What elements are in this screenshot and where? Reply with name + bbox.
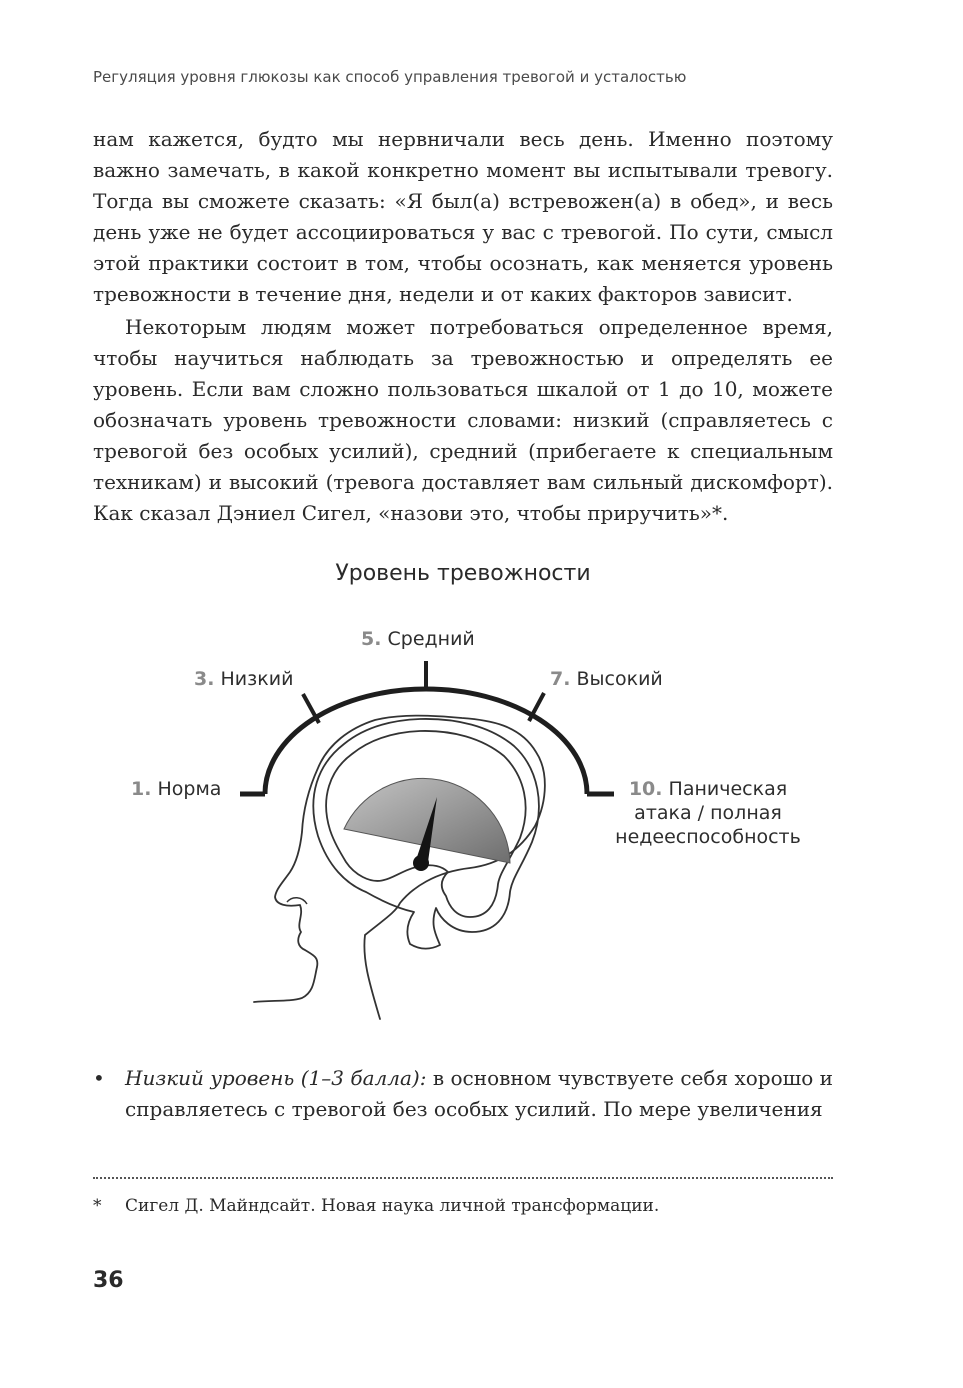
scale-label-1 [131, 778, 221, 800]
scale-label-5 [361, 628, 475, 650]
scale-label-5-text: Средний [387, 628, 475, 650]
scale-label-7-number: 7. [550, 668, 571, 690]
running-head: Регуляция уровня глюкозы как способ управления тревогой и усталостью [93, 68, 687, 86]
scale-label-7 [550, 668, 663, 690]
scale-label-7-text: Высокий [576, 668, 663, 690]
footnote-text: Сигел Д. Майндсайт. Новая наука личной трансформации. [125, 1196, 660, 1216]
bullet-item [93, 1063, 833, 1125]
scale-label-10 [608, 777, 808, 849]
figure-title: Уровень тревожности [335, 561, 591, 586]
bullet-text [125, 1063, 833, 1125]
scale-label-3-text: Низкий [220, 668, 294, 690]
scale-label-10-text3: недееспособность [615, 826, 801, 848]
footnote-divider [93, 1177, 833, 1179]
paragraph-2-text: Некоторым людям может потребоваться определенное время, чтобы научиться наблюдать за тревожностью и определять ее уровень. Если вам сложно пользоваться шкалой от 1 до 10, можете обозначать уровень тревожности словами: низкий (справляетесь с тревогой без особых усилий), средний (прибегаете к специальным техникам) и высокий (тревога доставляет вам сильный дискомфорт). Как сказал Дэниел Сигел, «назови это, чтобы приручить»*. [93, 315, 833, 525]
page-number: 36 [93, 1268, 124, 1293]
gauge-needle-hub [413, 855, 429, 871]
bullet-italic-lead: Низкий уровень (1–3 балла): [125, 1066, 427, 1090]
scale-label-5-number: 5. [361, 628, 382, 650]
scale-label-1-text: Норма [157, 778, 222, 800]
scale-label-10-text2: атака / полная [634, 802, 782, 824]
bullet-symbol: • [93, 1066, 105, 1090]
scale-label-10-text1: Паническая [668, 778, 788, 800]
scale-label-3 [194, 668, 293, 690]
footnote-mark: * [93, 1196, 102, 1216]
footnote [93, 1196, 659, 1216]
scale-label-10-line1 [608, 777, 808, 801]
paragraph-1-text: нам кажется, будто мы нервничали весь день. Именно поэтому важно замечать, в какой конкретно момент вы испытывали тревогу. Тогда вы сможете сказать: «Я был(а) встревожен(а) в обед», и весь день уже не будет ассоциироваться у вас с тревогой. По сути, смысл этой практики состоит в том, чтобы осознать, как меняется уровень тревожности в течение дня, недели и от каких факторов зависит. [93, 127, 833, 306]
scale-label-1-number: 1. [131, 778, 152, 800]
head-outline [254, 716, 545, 1019]
nose-detail [287, 898, 307, 904]
scale-label-10-number: 10. [628, 778, 663, 800]
scale-label-3-number: 3. [194, 668, 215, 690]
bullet-body: в основном чувствуете себя хорошо и справляетесь с тревогой без особых усилий. По мере увеличения [125, 1066, 833, 1121]
